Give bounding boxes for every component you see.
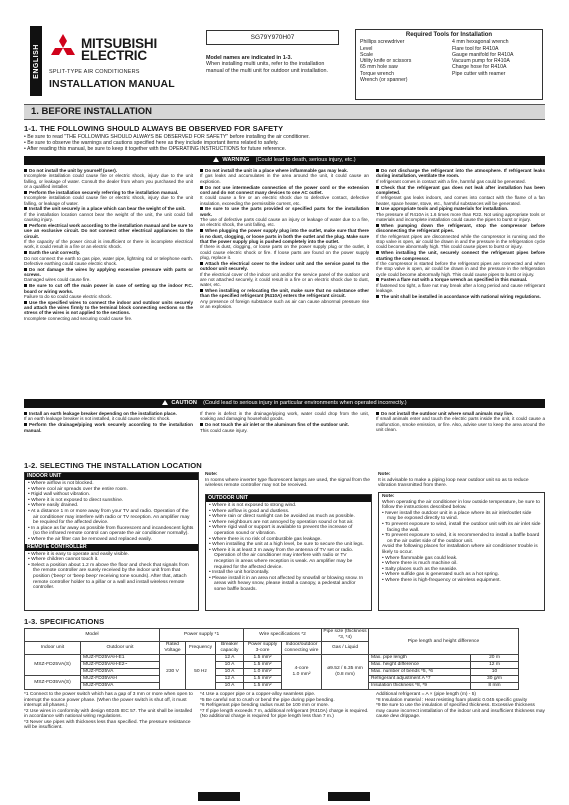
list-item: • Where airflow is not blocked. bbox=[28, 481, 94, 486]
safety-item-title: Perform the installation securely referring to the installation manual. bbox=[29, 189, 179, 195]
indoor-unit-list bbox=[25, 480, 198, 544]
footnote: *4 Use a copper pipe or a copper-alloy seamless pipe. bbox=[200, 692, 316, 697]
bullet-square-icon bbox=[24, 301, 27, 304]
list-item-text: Where it is easy to operate and easily visible. bbox=[31, 551, 129, 557]
safety-item bbox=[200, 411, 369, 422]
safety-item-title: The unit shall be installed in accordance with national wiring regulations. bbox=[381, 293, 541, 299]
note-low-temperature-box bbox=[378, 492, 545, 611]
indoor-model-cell: MSZ-FD25VA(S) bbox=[25, 655, 81, 676]
tools-title: Required Tools for Installation bbox=[405, 32, 493, 38]
safety-item-title: Install the unit securely in a place which can bear the weight of the unit. bbox=[29, 206, 186, 212]
document-number: SG79Y970H07 bbox=[206, 30, 339, 45]
frequency-cell: 50 Hz bbox=[186, 655, 216, 690]
table-header: Outdoor unit bbox=[81, 642, 160, 655]
list-item: • Where it is not exposed to direct sunshine. bbox=[28, 497, 124, 503]
bullet-square-icon bbox=[24, 169, 27, 172]
list-item-text: Where sulfide gas is generated such as a hot spring. bbox=[385, 572, 499, 578]
model-note-text: When installing multi units, refer to the installation manual of the multi unit for outdoor unit installation. bbox=[206, 61, 328, 74]
footnotes-left bbox=[24, 692, 194, 731]
safety-item bbox=[24, 190, 193, 206]
list-item: • Where it is not exposed to strong wind. bbox=[209, 503, 297, 508]
safety-item bbox=[24, 267, 193, 283]
table-row bbox=[25, 676, 519, 683]
list-item: • Where it is at least 3 m away from the antenna of TV set or radio. Operation of the air conditioner may interfere with radio or TV reception in areas where reception is weak. An amplifier may be required for the affected device. bbox=[209, 547, 354, 570]
length-label-cell: Insulation thickness *8, *9 bbox=[369, 683, 471, 690]
safety-item-text: Failure to do so could cause electric shock. bbox=[24, 293, 112, 299]
list-item-text: Where there is no risk of combustible gas leakage. bbox=[212, 536, 322, 542]
bullet-square-icon bbox=[376, 207, 379, 210]
safety-item-text: The pressure of R410A is 1.6 times more than R22. Not using appropriate tools or materials and incomplete installation could cause the pipes to burst or injury. bbox=[376, 211, 545, 223]
list-item-text: To prevent exposure to wind, it is recommended to install a baffle board on the air outlet side of the outdoor unit. bbox=[384, 533, 540, 544]
safety-item bbox=[200, 168, 369, 184]
table-header: Pipe length and height difference bbox=[369, 629, 519, 655]
bullet-square-icon bbox=[376, 224, 379, 227]
warning-column-1 bbox=[24, 168, 193, 322]
footnote: *2 Use wires in conformity with design 60245 IEC 57. The unit shall be installed in accordance with national wiring regulations. bbox=[24, 708, 193, 719]
breaker-cell: 10 A bbox=[216, 683, 244, 690]
wire-cell: 1.5 mm² bbox=[244, 683, 282, 690]
tools-left-column bbox=[360, 39, 446, 83]
safety-item-text: Incomplete connecting and securing could cause fire. bbox=[24, 315, 133, 321]
list-item: • To prevent exposure to wind, it is recommended to install a baffle board on the air outlet side of the outdoor unit. bbox=[382, 533, 540, 544]
list-item: • Where rain or direct sunlight can be avoided as much as possible. bbox=[209, 514, 355, 520]
safety-item-title: Perform electrical work according to the installation manual and be sure to use an exclusive circuit. Do not connect other electrical appliances to the circuit. bbox=[24, 222, 193, 239]
table-row bbox=[25, 662, 519, 669]
safety-item-title: Do not install the unit by yourself (user). bbox=[29, 168, 118, 173]
page-marker-left bbox=[198, 792, 240, 801]
remote-controller-list bbox=[25, 551, 198, 592]
caution-label: CAUTION bbox=[171, 400, 197, 406]
bullet-square-icon bbox=[200, 289, 203, 292]
list-item-text: Salty places such as the seaside. bbox=[385, 566, 458, 572]
list-item-text: Select a position about 1.2 m above the floor and check that signals from the remote controller are surely received by the indoor unit from that position ('beep' or 'beep beep' receiving tone sounds). After that, attach remote controller holder to a pillar or a wall and install wireless remote controller. bbox=[31, 562, 189, 591]
table-header: Gas / Liquid bbox=[322, 642, 369, 655]
note-title: Note: bbox=[382, 494, 395, 499]
safety-item-text: If an earth leakage breaker is not installed, it could cause electric shock. bbox=[24, 416, 171, 422]
table-header: Frequency bbox=[186, 642, 216, 655]
list-item: • To prevent exposure to wind, install the outdoor unit with its air inlet side facing the wall. bbox=[382, 521, 541, 533]
safety-bullet: • Be sure to read "THE FOLLOWING SHOULD ALWAYS BE OBSERVED FOR SAFETY" before installing the air conditioner. bbox=[24, 134, 310, 140]
table-row bbox=[25, 683, 519, 690]
safety-item-title: Do not install the unit in a place where inflammable gas may leak. bbox=[205, 168, 348, 173]
list-item-text: Where rain or direct sunlight can be avoided as much as possible. bbox=[212, 514, 355, 520]
breaker-cell: 10 A bbox=[216, 662, 244, 669]
footnote: *9 Be sure to use the insulation of specified thickness. Excessive thickness may cause incorrect installation of the indoor unit and insufficient thickness may cause dew drippage. bbox=[376, 703, 545, 719]
safety-bullet: • After reading this manual, be sure to keep it together with the OPERATING INSTRUCTIONS for future reference. bbox=[24, 146, 287, 153]
length-label-cell: Max. pipe length bbox=[369, 655, 471, 662]
safety-item-text: If there is dust, clogging, or loose parts on the power supply plug or the outlet, it could cause electric shock or fire. If loose parts are found on the power supply plug, replace it. bbox=[200, 244, 369, 260]
length-label-cell: Max. height difference bbox=[369, 662, 471, 669]
safety-item-title: When installing or relocating the unit, make sure that no substance other than the specified refrigerant (R410A) enters the refrigerant circuit. bbox=[200, 288, 369, 299]
tool-item: Utility knife or scissors bbox=[360, 58, 412, 65]
table-row bbox=[25, 669, 519, 676]
safety-item-title: Do not damage the wires by applying excessive pressure with parts or screws. bbox=[24, 266, 193, 278]
safety-item-text: If the installation location cannot bear the weight of the unit, the unit could fall causing injury. bbox=[24, 211, 193, 223]
bullet-square-icon bbox=[200, 423, 203, 426]
safety-item-text: If the compressor is started before the refrigerant pipes are connected and when the stop valve is open, air could be drawn in and the pressure in the refrigeration cycle could become abnormally high. This could cause pipes to burst or injury. bbox=[376, 260, 545, 277]
safety-item bbox=[24, 206, 193, 222]
tool-item: Gauge manifold for R410A bbox=[452, 51, 514, 58]
footnote: *1 Connect to the power switch which has a gap of 3 mm or more when open to interrupt the source power phase. (When the power switch is shut off, it must interrupt all phases.) bbox=[24, 692, 193, 708]
note-text: In rooms where inverter type fluorescent lamps are used, the signal from the wireless remote controller may not be received. bbox=[205, 477, 371, 489]
bullet-square-icon bbox=[376, 295, 379, 298]
caution-triangle-icon bbox=[162, 400, 168, 405]
safety-item bbox=[376, 223, 545, 250]
bullet-square-icon bbox=[24, 191, 27, 194]
list-item: • Select a position about 1.2 m above the floor and check that signals from the remote controller are surely received by the indoor unit from that position ('beep' or 'beep beep' receiving tone sounds). After that, attach remote controller holder to a pillar or a wall and install wireless remote controller. bbox=[28, 562, 189, 591]
connecting-wire-cell: 4-core 1.0 mm² bbox=[282, 655, 322, 690]
safety-item-text: Incomplete installation could cause fire or electric shock, injury due to the unit falling, or leakage of water. Consult the dealer from whom you purchased the unit or a qualified installer. bbox=[24, 173, 193, 190]
safety-item bbox=[376, 250, 545, 277]
list-item-text: Where airflow is not blocked. bbox=[31, 481, 94, 486]
language-tab bbox=[30, 26, 42, 96]
safety-item-title: When installing the unit, securely connect the refrigerant pipes before starting the compressor. bbox=[376, 250, 545, 261]
list-item-text: Where there is much machine oil. bbox=[385, 561, 458, 567]
bullet-square-icon bbox=[376, 251, 379, 254]
list-item-text: Where it is not exposed to direct sunshine. bbox=[31, 497, 124, 503]
warning-description: (Could lead to death, serious injury, etc.) bbox=[255, 157, 356, 163]
safety-item-text: If the electrical cover of the indoor unit and/or the service panel of the outdoor unit are not attached securely, it could result in a fire or an electric shock due to dust, water, etc. bbox=[200, 271, 369, 288]
length-label-cell: Refrigerant adjustment A *7 bbox=[369, 676, 471, 683]
outdoor-unit-header: OUTDOOR UNIT bbox=[206, 495, 371, 502]
outdoor-model-cell: MUZ-FD25VA bbox=[81, 669, 160, 676]
tool-item: Scale bbox=[360, 51, 373, 58]
safety-item bbox=[24, 422, 193, 433]
product-subtitle: SPLIT-TYPE AIR CONDITIONERS bbox=[49, 69, 140, 75]
safety-item-text: If fastened too tight, a flare nut may break after a long period and cause refrigerant leakage. bbox=[376, 282, 545, 294]
bullet-square-icon bbox=[24, 268, 27, 271]
wire-cell: 1.5 mm² bbox=[244, 655, 282, 662]
list-item-text: Where there is high-frequency or wireless equipment. bbox=[385, 577, 501, 583]
tool-item: Pipe cutter with reamer bbox=[452, 70, 506, 77]
table-header: Pipe size (thickness *3, *4) bbox=[323, 629, 367, 640]
list-item: • Where there is no risk of combustible gas leakage. bbox=[209, 536, 322, 542]
safety-item-title: When pumping down the refrigerant, stop the compressor before disconnecting the refrigerant pipes. bbox=[376, 222, 545, 234]
safety-item-title: Attach the electrical cover to the indoor unit and the service panel to the outdoor unit securely. bbox=[200, 260, 369, 272]
warning-bar bbox=[24, 156, 545, 165]
model-note bbox=[206, 55, 339, 74]
note-piping-loop bbox=[378, 472, 545, 489]
caution-bar bbox=[24, 399, 545, 408]
safety-item-title: Perform the drainage/piping work securely according to the installation manual. bbox=[24, 422, 193, 433]
indoor-unit-header: INDOOR UNIT bbox=[25, 473, 198, 480]
safety-item-title: Fasten a flare nut with a torque wrench as specified in this manual. bbox=[381, 277, 528, 283]
safety-item bbox=[376, 277, 545, 293]
note-list bbox=[382, 556, 541, 584]
safety-item bbox=[24, 300, 193, 321]
section-1-1-heading: 1-1. THE FOLLOWING SHOULD ALWAYS BE OBSERVED FOR SAFETY bbox=[24, 124, 284, 133]
list-item: • Where the air filter can be removed and replaced easily. bbox=[28, 536, 152, 542]
list-item-text: Where airflow is good and dustless. bbox=[212, 508, 290, 514]
bullet-square-icon bbox=[24, 423, 27, 426]
length-label-cell: Max. number of bends *5, *6 bbox=[369, 669, 471, 676]
tool-item: Phillips screwdriver bbox=[360, 39, 405, 46]
indoor-model-cell: MSZ-FD35VA(S) bbox=[25, 676, 81, 690]
list-item-text: Install the unit horizontally. bbox=[212, 570, 270, 576]
length-value-cell: 20 m bbox=[471, 655, 519, 662]
safety-item-title: Do not touch the air inlet or the aluminum fins of the outdoor unit. bbox=[205, 422, 349, 428]
caution-description: (Could lead to serious injury in particular environments when operated incorrectly.) bbox=[203, 400, 407, 406]
list-item-text: Where easily drained. bbox=[31, 503, 79, 509]
outdoor-model-cell: MUZ-FD35VAH bbox=[81, 676, 160, 683]
safety-bullets bbox=[24, 134, 545, 153]
warning-column-3 bbox=[376, 168, 545, 300]
safety-item bbox=[200, 288, 369, 309]
length-value-cell: 8 mm bbox=[471, 683, 519, 690]
table-header: Wire specifications *2 bbox=[244, 629, 322, 642]
list-item-text: Rigid wall without vibration. bbox=[31, 492, 91, 498]
safety-item-title: Do not install the outdoor unit where small animals may live. bbox=[381, 411, 514, 416]
list-item-text: Where neighbours are not annoyed by operation sound or hot air. bbox=[212, 519, 354, 525]
bullet-square-icon bbox=[24, 412, 27, 415]
model-note-bold: Model names are indicated in 1-3. bbox=[206, 55, 292, 61]
table-header: Power supply 3-core bbox=[244, 642, 282, 655]
safety-item-text: Do not connect the earth to gas pipe, water pipe, lightning rod or telephone earth. Defective earthing could cause electric shock. bbox=[24, 255, 193, 266]
safety-item bbox=[376, 411, 545, 432]
note-inverter-lamps bbox=[205, 472, 372, 489]
list-item: • Salty places such as the seaside. bbox=[382, 566, 458, 572]
tool-item: Wrench (or spanner) bbox=[360, 77, 408, 84]
note-list bbox=[382, 511, 541, 545]
specifications-table-wrap bbox=[24, 628, 519, 690]
list-item: • Where rigid wall or support is available to prevent the increase of operation sound or vibration. bbox=[209, 525, 353, 536]
note-title: Note: bbox=[378, 472, 391, 477]
list-item: • Where cool air spreads over the entire room. bbox=[28, 486, 128, 492]
safety-item-title: Earth the unit correctly. bbox=[29, 250, 81, 256]
list-item: • Where there is high-frequency or wireless equipment. bbox=[382, 577, 501, 583]
safety-item-text: If small animals enter and touch the electric parts inside the unit, it could cause a malfunction, smoke emission, or fire. Also, advise user to keep the area around the unit clean. bbox=[376, 416, 545, 433]
required-tools-box bbox=[355, 29, 543, 100]
safety-item-text: Damaged wires could cause fire. bbox=[24, 277, 91, 283]
safety-item bbox=[24, 411, 193, 422]
safety-item bbox=[200, 185, 369, 206]
bullet-square-icon bbox=[376, 412, 379, 415]
wire-cell: 1.0 mm² bbox=[244, 669, 282, 676]
list-item: • Where it is easy to operate and easily visible. bbox=[28, 551, 129, 557]
warning-column-2 bbox=[200, 168, 369, 310]
list-item-text: Where children cannot touch it. bbox=[31, 557, 99, 563]
safety-item-text: If the capacity of the power circuit is insufficient or there is incomplete electrical work, it could result in a fire or an electric shock. bbox=[24, 238, 193, 250]
safety-item-text: Any presence of foreign substance such as air can cause abnormal pressure rise or an explosion. bbox=[200, 298, 369, 310]
tool-item: 65 mm hole saw bbox=[360, 64, 398, 71]
safety-item-title: Do not use intermediate connection of the power cord or the extension cord and do not connect many devices to one AC outlet. bbox=[200, 184, 369, 195]
table-row bbox=[25, 655, 519, 662]
safety-item-text: This could cause injury. bbox=[200, 427, 248, 433]
list-item-text: Where cool air spreads over the entire room. bbox=[31, 486, 128, 492]
safety-item-text: If gas leaks and accumulates in the area around the unit, it could cause an explosion. bbox=[200, 173, 369, 184]
footnotes-middle bbox=[200, 692, 370, 720]
safety-item bbox=[376, 168, 545, 184]
bullet-square-icon bbox=[24, 207, 27, 210]
outdoor-model-cell: MUZ-FD25VAH-E2~ bbox=[81, 662, 160, 669]
list-item-text: Please install it in an area not affected by snowfall or blowing snow. In areas with heavy snow, please install a canopy, a pedestal and/or some baffle boards. bbox=[212, 575, 364, 592]
warning-triangle-icon bbox=[213, 157, 219, 162]
safety-item bbox=[24, 283, 193, 299]
safety-item-title: Use the specified wires to connect the indoor and outdoor units securely and attach the wires firmly to the terminal block connecting sections so the stress of the wires is not applied to the sections. bbox=[24, 299, 193, 316]
warning-label: WARNING bbox=[222, 157, 250, 163]
footnote: *8 Insulation material : Heat resisting foam plastic 0.045 specific gravity bbox=[376, 697, 528, 703]
brand-name: MITSUBISHI ELECTRIC bbox=[81, 36, 158, 63]
list-item-text: Where it is at least 3 m away from the antenna of TV set or radio. Operation of the air conditioner may interfere with radio or TV reception in areas where reception is weak. An amplifier may be required for the affected device. bbox=[212, 547, 354, 570]
section-banner: 1. BEFORE INSTALLATION bbox=[24, 104, 545, 120]
tool-item: 4 mm hexagonal wrench bbox=[452, 39, 509, 46]
safety-item-title: Do not discharge the refrigerant into the atmosphere. If refrigerant leaks during installation, ventilate the room. bbox=[376, 168, 545, 179]
safety-item-text: If there is defect in the drainage/piping work, water could drop from the unit, soaking and damaging household goods. bbox=[200, 411, 369, 422]
list-item-text: To prevent exposure to wind, install the outdoor unit with its air inlet side facing the wall. bbox=[384, 521, 541, 533]
length-value-cell: 30 g/m bbox=[471, 676, 519, 683]
list-item-text: Where rigid wall or support is available to prevent the increase of operation sound or vibration. bbox=[212, 525, 353, 536]
list-item: • Where neighbours are not annoyed by operation sound or hot air. bbox=[209, 519, 354, 525]
breaker-cell: 12 A bbox=[216, 655, 244, 662]
bullet-square-icon bbox=[200, 262, 203, 265]
list-item-text: Never install the outdoor unit in a place where its air inlet/outlet side may be exposed directly to wind. bbox=[385, 510, 532, 522]
wire-cell: 1.5 mm² bbox=[244, 676, 282, 683]
breaker-cell: 10 A bbox=[216, 669, 244, 676]
list-item: • Rigid wall without vibration. bbox=[28, 492, 91, 498]
bullet-square-icon bbox=[200, 229, 203, 232]
list-item: • Where sulfide gas is generated such as a hot spring. bbox=[382, 572, 499, 578]
safety-bullet: • Be sure to observe the warnings and cautions specified here as they include important items related to safety. bbox=[24, 140, 279, 147]
outdoor-model-cell: MUZ-FD25VAH-E1 bbox=[81, 655, 160, 662]
safety-item bbox=[200, 228, 369, 260]
safety-item bbox=[376, 294, 545, 299]
safety-item-text: If refrigerant comes in contact with a fire, harmful gas could be generated. bbox=[376, 178, 526, 184]
list-item: • At a distance 1 m or more away from your TV and radio. Operation of the air conditioner may interfere with radio or TV reception. An amplifier may be required for the affected device. bbox=[28, 508, 190, 526]
footnote: Additional refrigerant = A × (pipe length (m) - 5) bbox=[376, 692, 476, 697]
footnote: *3 Never use pipes with thickness less than specified. The pressure resistance will be insufficient. bbox=[24, 719, 191, 730]
list-item-text: In a place as far away as possible from fluorescent and incandescent lights (so the infrared remote control can operate the air conditioner normally). bbox=[31, 525, 194, 537]
indoor-unit-box bbox=[24, 472, 199, 611]
table-header: Breaker capacity bbox=[216, 642, 244, 655]
bullet-square-icon bbox=[376, 169, 379, 172]
breaker-cell: 12 A bbox=[216, 676, 244, 683]
list-item: • Where children cannot touch it. bbox=[28, 557, 99, 563]
list-item-text: Where it is not exposed to strong wind. bbox=[212, 503, 297, 508]
list-item-text: Where flammable gas could leak. bbox=[385, 555, 458, 561]
caution-column-3 bbox=[376, 411, 545, 433]
tools-right-column bbox=[452, 39, 538, 83]
caution-column-1 bbox=[24, 411, 193, 433]
safety-item bbox=[200, 206, 369, 227]
bullet-square-icon bbox=[200, 169, 203, 172]
safety-item-text: Incomplete installation could cause fire or electric shock, injury due to the unit falling, or leakage of water. bbox=[24, 195, 193, 206]
bullet-square-icon bbox=[376, 278, 379, 281]
outdoor-unit-box bbox=[205, 494, 372, 611]
specifications-table bbox=[24, 628, 519, 690]
list-item: • Never install the outdoor unit in a place where its air inlet/outlet side may be exposed directly to wind. bbox=[382, 510, 532, 522]
list-item-text: At a distance 1 m or more away from your TV and radio. Operation of the air conditioner may interfere with radio or TV reception. An amplifier may be required for the affected device. bbox=[30, 508, 190, 526]
safety-item bbox=[24, 168, 193, 189]
list-item: • Where airflow is good and dustless. bbox=[209, 508, 290, 514]
footnote: *6 Refrigerant pipe bending radius must be 100 mm or more. bbox=[200, 703, 330, 708]
table-header: Indoor/outdoor connecting wire bbox=[282, 642, 322, 655]
safety-item-title: Check that the refrigerant gas does not leak after installation has been completed. bbox=[376, 184, 545, 195]
safety-item bbox=[24, 250, 193, 266]
bullet-square-icon bbox=[24, 284, 27, 287]
safety-item-title: When plugging the power supply plug into the outlet, make sure that there is no dust, clogging, or loose parts in both the outlet and the plug. Make sure that the power supply plug is pushed completely into the outlet. bbox=[200, 228, 369, 244]
list-item-text: Where the air filter can be removed and replaced easily. bbox=[31, 536, 152, 542]
safety-item-title: Be sure to cut off the main power in case of setting up the indoor P.C. board or wiring works. bbox=[24, 283, 193, 294]
safety-item-text: If refrigerant gas leaks indoors, and comes into contact with the flame of a fan heater, space heater, stove, etc., harmful substances will be generated. bbox=[376, 195, 545, 206]
language-label: ENGLISH bbox=[32, 43, 40, 79]
wire-cell: 1.5 mm² bbox=[244, 662, 282, 669]
bullet-square-icon bbox=[200, 186, 203, 189]
outdoor-model-cell: MUZ-FD35VA bbox=[81, 683, 160, 690]
note-text: When operating the air conditioner in low outside temperature, be sure to follow the instructions described below. bbox=[382, 499, 540, 511]
manual-title: INSTALLATION MANUAL bbox=[49, 78, 175, 90]
tool-item: Level bbox=[360, 45, 373, 52]
safety-item-text: It could cause a fire or an electric shock due to defective contact, defective insulation, exceeding the permissible current, etc. bbox=[200, 195, 369, 206]
tool-item: Vacuum pump for R410A bbox=[452, 58, 510, 65]
tool-item: Torque wrench bbox=[360, 70, 395, 77]
pipe-size-cell: ø9.52 / 6.35 mm (0.8 mm) bbox=[322, 655, 369, 690]
list-item: • When installing the unit at a high level, be sure to secure the unit legs. bbox=[209, 542, 364, 548]
list-item-text: When installing the unit at a high level, be sure to secure the unit legs. bbox=[212, 542, 364, 548]
footnote: *7 If pipe length exceeds 7 m, additional refrigerant (R410A) charge is required. (No additional charge is required for pipe length less than 7 m.) bbox=[200, 708, 369, 719]
list-item: • Where easily drained. bbox=[28, 503, 79, 509]
note-text: It is advisable to make a piping loop near outdoor unit so as to reduce vibration transmitted from there. bbox=[378, 477, 529, 489]
table-header: Rated Voltage bbox=[160, 642, 186, 655]
note-title: Note: bbox=[205, 472, 218, 477]
table-header: Power supply *1 bbox=[160, 629, 244, 642]
footnotes-right bbox=[376, 692, 545, 720]
remote-controller-header: REMOTE CONTROLLER bbox=[25, 544, 198, 551]
bullet-square-icon bbox=[376, 186, 379, 189]
tool-item: Flare tool for R410A bbox=[452, 45, 499, 52]
section-1-2-heading: 1-2. SELECTING THE INSTALLATION LOCATION bbox=[24, 461, 202, 470]
safety-item bbox=[200, 422, 369, 433]
safety-item bbox=[200, 261, 369, 288]
safety-item-title: Use appropriate tools and piping materials for installation. bbox=[381, 206, 509, 212]
bullet-square-icon bbox=[24, 224, 27, 227]
length-value-cell: 10 bbox=[471, 669, 519, 676]
caution-column-2 bbox=[200, 411, 369, 433]
safety-item bbox=[376, 206, 545, 222]
tool-item: Charge hose for R410A bbox=[452, 64, 507, 71]
safety-item-title: Install an earth leakage breaker depending on the installation place. bbox=[29, 411, 177, 416]
page-marker-right bbox=[328, 792, 370, 801]
safety-item bbox=[376, 185, 545, 206]
footnote: *5 Be careful not to crush or bend the pipe during pipe bending. bbox=[200, 697, 335, 703]
rated-voltage-cell: 230 V bbox=[160, 655, 186, 690]
list-item: • Where flammable gas could leak. bbox=[382, 555, 458, 561]
list-item: • In a place as far away as possible from fluorescent and incandescent lights (so the infrared remote control can operate the air conditioner normally). bbox=[28, 525, 194, 537]
safety-item bbox=[24, 223, 193, 250]
list-item: • Install the unit horizontally. bbox=[209, 570, 270, 576]
table-header: Model bbox=[25, 629, 160, 642]
safety-item-title: Be sure to use the parts provided or specified parts for the installation work. bbox=[200, 206, 369, 217]
outdoor-unit-list bbox=[206, 502, 371, 594]
note-text: Avoid the following places for installation where air conditioner trouble is likely to occur. bbox=[382, 544, 538, 555]
section-1-3-heading: 1-3. SPECIFICATIONS bbox=[24, 617, 105, 626]
bullet-square-icon bbox=[24, 251, 27, 254]
safety-item-text: If the refrigerant pipes are disconnected while the compressor is running and the stop valve is open, air could be drawn in and the pressure in the refrigeration cycle could become abnormally high. This could cause pipes to burst or injury. bbox=[376, 233, 545, 250]
safety-item-text: The use of defective parts could cause an injury or leakage of water due to a fire, an electric shock, the unit falling, etc. bbox=[200, 217, 369, 228]
bullet-square-icon bbox=[200, 207, 203, 210]
list-item: • Where there is much machine oil. bbox=[382, 561, 458, 567]
length-value-cell: 12 m bbox=[471, 662, 519, 669]
list-item: • Please install it in an area not affected by snowfall or blowing snow. In areas with heavy snow, please install a canopy, a pedestal and/or some baffle boards. bbox=[209, 575, 364, 592]
table-header: Indoor unit bbox=[25, 642, 81, 655]
mitsubishi-logo-icon bbox=[49, 33, 77, 64]
